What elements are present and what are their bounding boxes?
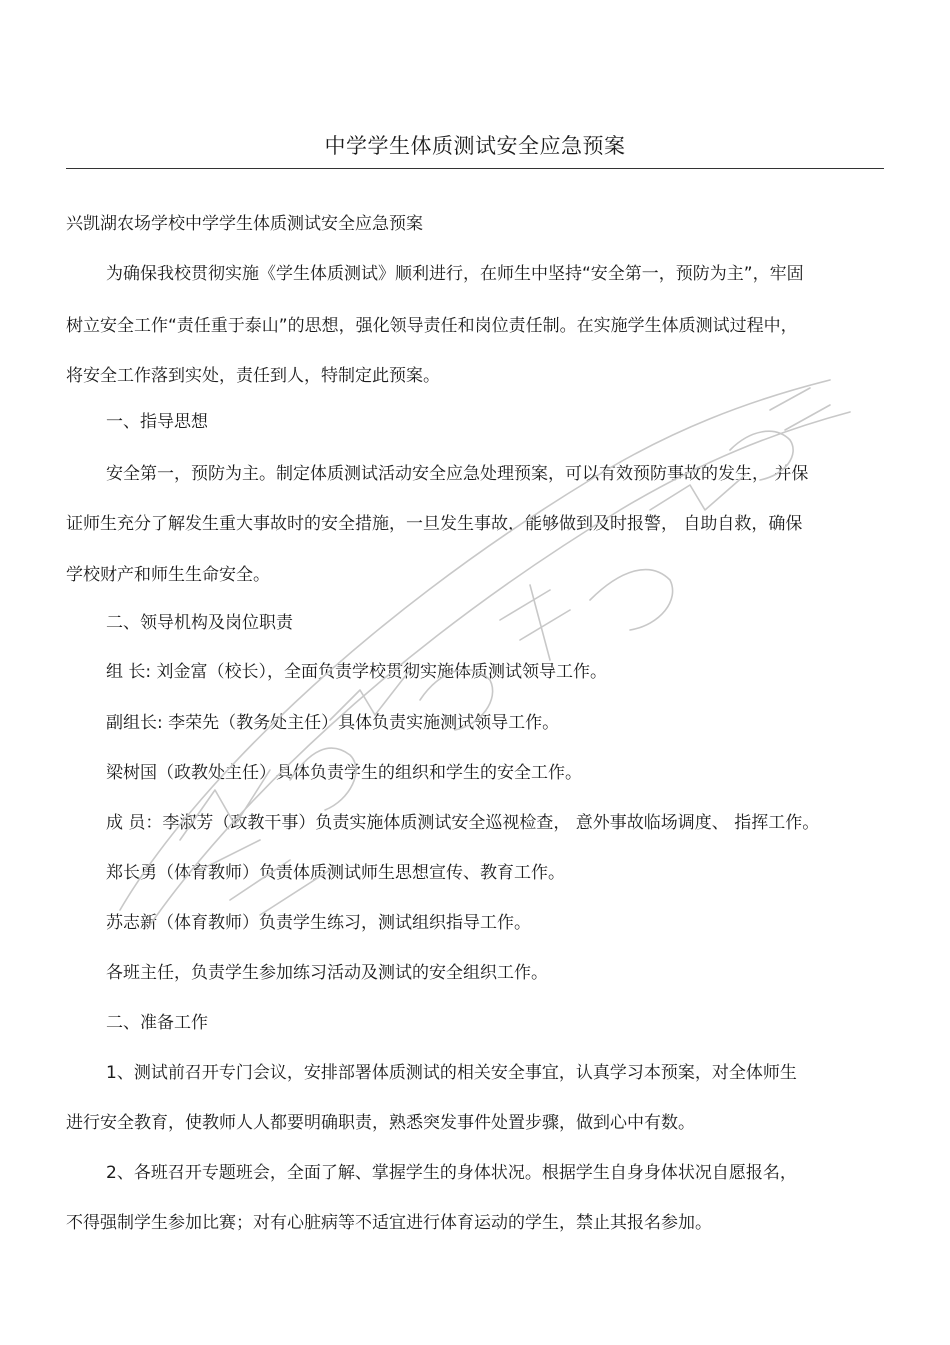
leader-line: 组 长: 刘金富（校长），全面负责学校贯彻实施体质测试领导工作。 [106,662,608,682]
section-1-heading: 一、指导思想 [106,412,208,432]
section-3-heading: 二、准备工作 [106,1013,208,1033]
intro-line-1: 为确保我校贯彻实施《学生体质测试》顺利进行，在师生中坚持“安全第一，预防为主”，牢固 [106,264,804,284]
prep-item-1-line-2: 进行安全教育，使教师人人都要明确职责，熟悉突发事件处置步骤，做到心中有数。 [66,1113,695,1133]
member-line-2: 郑长勇（体育教师）负责体质测试师生思想宣传、教育工作。 [106,863,565,883]
watermark-stamp [30,370,900,930]
member-line-3: 苏志新（体育教师）负责学生练习，测试组织指导工作。 [106,913,531,933]
title-divider [66,168,884,169]
prep-item-2-line-1: 2、各班召开专题班会，全面了解、掌握学生的身体状况。根据学生自身身体状况自愿报名， [106,1163,797,1183]
deputy-leader-line: 副组长: 李荣先（教务处主任）具体负责实施测试领导工作。 [106,713,560,733]
prep-item-2-line-2: 不得强制学生参加比赛；对有心脏病等不适宜进行体育运动的学生，禁止其报名参加。 [66,1213,712,1233]
member-line-1: 成 员：李淑芳（政教干事）负责实施体质测试安全巡视检查， 意外事故临场调度、 指挥工作。 [106,813,820,833]
section-1-line-3: 学校财产和师生生命安全。 [66,565,270,585]
deputy-leader-line-2: 梁树国（政教处主任）具体负责学生的组织和学生的安全工作。 [106,763,582,783]
section-1-line-2: 证师生充分了解发生重大事故时的安全措施，一旦发生事故，能够做到及时报警， 自助自救，确保 [66,514,803,534]
intro-line-3: 将安全工作落到实处，责任到人，特制定此预案。 [66,366,440,386]
page-title: 中学学生体质测试安全应急预案 [324,134,626,158]
document-subtitle: 兴凯湖农场学校中学学生体质测试安全应急预案 [66,214,423,234]
member-line-4: 各班主任，负责学生参加练习活动及测试的安全组织工作。 [106,963,548,983]
section-2-heading: 二、领导机构及岗位职责 [106,613,293,633]
prep-item-1-line-1: 1、测试前召开专门会议，安排部署体质测试的相关安全事宜，认真学习本预案，对全体师生 [106,1063,797,1083]
section-1-line-1: 安全第一，预防为主。制定体质测试活动安全应急处理预案，可以有效预防事故的发生， 并保 [106,464,809,484]
intro-line-2: 树立安全工作“责任重于泰山”的思想，强化领导责任和岗位责任制。在实施学生体质测试过程中， [66,316,798,336]
